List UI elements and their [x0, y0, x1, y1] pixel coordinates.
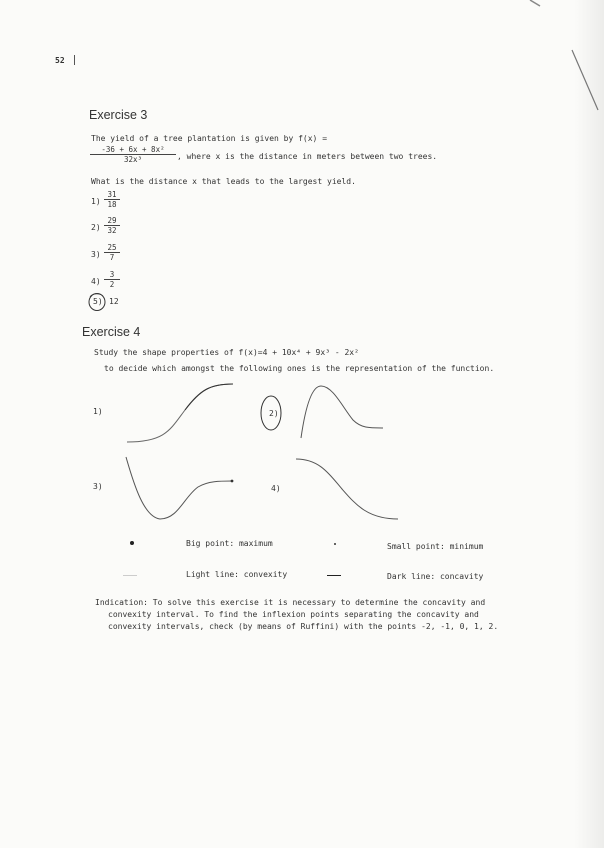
option-2-den: 32 — [107, 226, 117, 235]
graph-1-label: 1) — [93, 407, 103, 416]
exercise3-where-text: , where x is the distance in meters between two trees. — [177, 152, 438, 161]
graph-4-curve — [290, 455, 410, 527]
option-4-fraction — [104, 270, 120, 289]
legend-big-point: Big point: maximum — [186, 539, 273, 548]
option-5-value: 12 — [109, 297, 119, 306]
option-1-fraction — [104, 190, 120, 209]
graph-4-label: 4) — [271, 484, 281, 493]
exercise4-line2: to decide which amongst the following ones is the representation of the function. — [104, 364, 495, 373]
option-5-label: 5) — [93, 297, 103, 306]
fraction-numerator: -36 + 6x + 8x² — [101, 145, 165, 154]
option-1-label: 1) — [91, 197, 101, 206]
option-2-fraction — [104, 216, 120, 235]
option-1-den: 18 — [107, 200, 117, 209]
option-1-num: 31 — [107, 190, 117, 199]
graph-2-curve — [293, 380, 393, 440]
exercise3-title: Exercise 3 — [89, 108, 148, 122]
option-3-num: 25 — [107, 243, 117, 252]
small-point-icon — [334, 543, 336, 545]
exercise3-function-fraction — [90, 145, 176, 164]
indication-line-2: convexity interval. To find the inflexion points separating the concavity and — [108, 610, 479, 619]
indication-line-1: Indication: To solve this exercise it is necessary to determine the concavity and — [95, 598, 486, 607]
dark-line-icon — [327, 575, 341, 576]
exercise3-intro: The yield of a tree plantation is given by f(x) = — [91, 134, 328, 143]
option-3-label: 3) — [91, 250, 101, 259]
legend-dark-line: Dark line: concavity — [387, 572, 484, 581]
option-3-den: 7 — [109, 253, 115, 262]
indication-line-3: convexity intervals, check (by means of Ruffini) with the points -2, -1, 0, 1, 2. — [108, 622, 499, 631]
graph-3-label: 3) — [93, 482, 103, 491]
exercise4-line1: Study the shape properties of f(x)=4 + 10x⁴ + 9x³ - 2x² — [94, 348, 359, 357]
exercise3-question: What is the distance x that leads to the largest yield. — [91, 177, 356, 186]
graph-2-circle-mark — [258, 393, 284, 433]
page-number-divider — [74, 55, 75, 65]
graph-1-curve — [125, 380, 245, 445]
page-number: 52 — [55, 56, 65, 65]
scan-edge-marks — [500, 0, 604, 140]
option-4-label: 4) — [91, 277, 101, 286]
option-4-num: 3 — [109, 270, 115, 279]
fraction-denominator: 32x³ — [123, 155, 143, 164]
big-point-icon — [130, 541, 134, 545]
exercise4-title: Exercise 4 — [82, 325, 141, 339]
option-4-den: 2 — [109, 280, 115, 289]
legend-light-line: Light line: convexity — [186, 570, 288, 579]
legend-small-point: Small point: minimum — [387, 542, 484, 551]
light-line-icon — [123, 575, 137, 576]
option-3-fraction — [104, 243, 120, 262]
option-2-num: 29 — [107, 216, 117, 225]
option-2-label: 2) — [91, 223, 101, 232]
graph-3-curve — [120, 455, 240, 527]
graph-2-label: 2) — [269, 409, 279, 418]
